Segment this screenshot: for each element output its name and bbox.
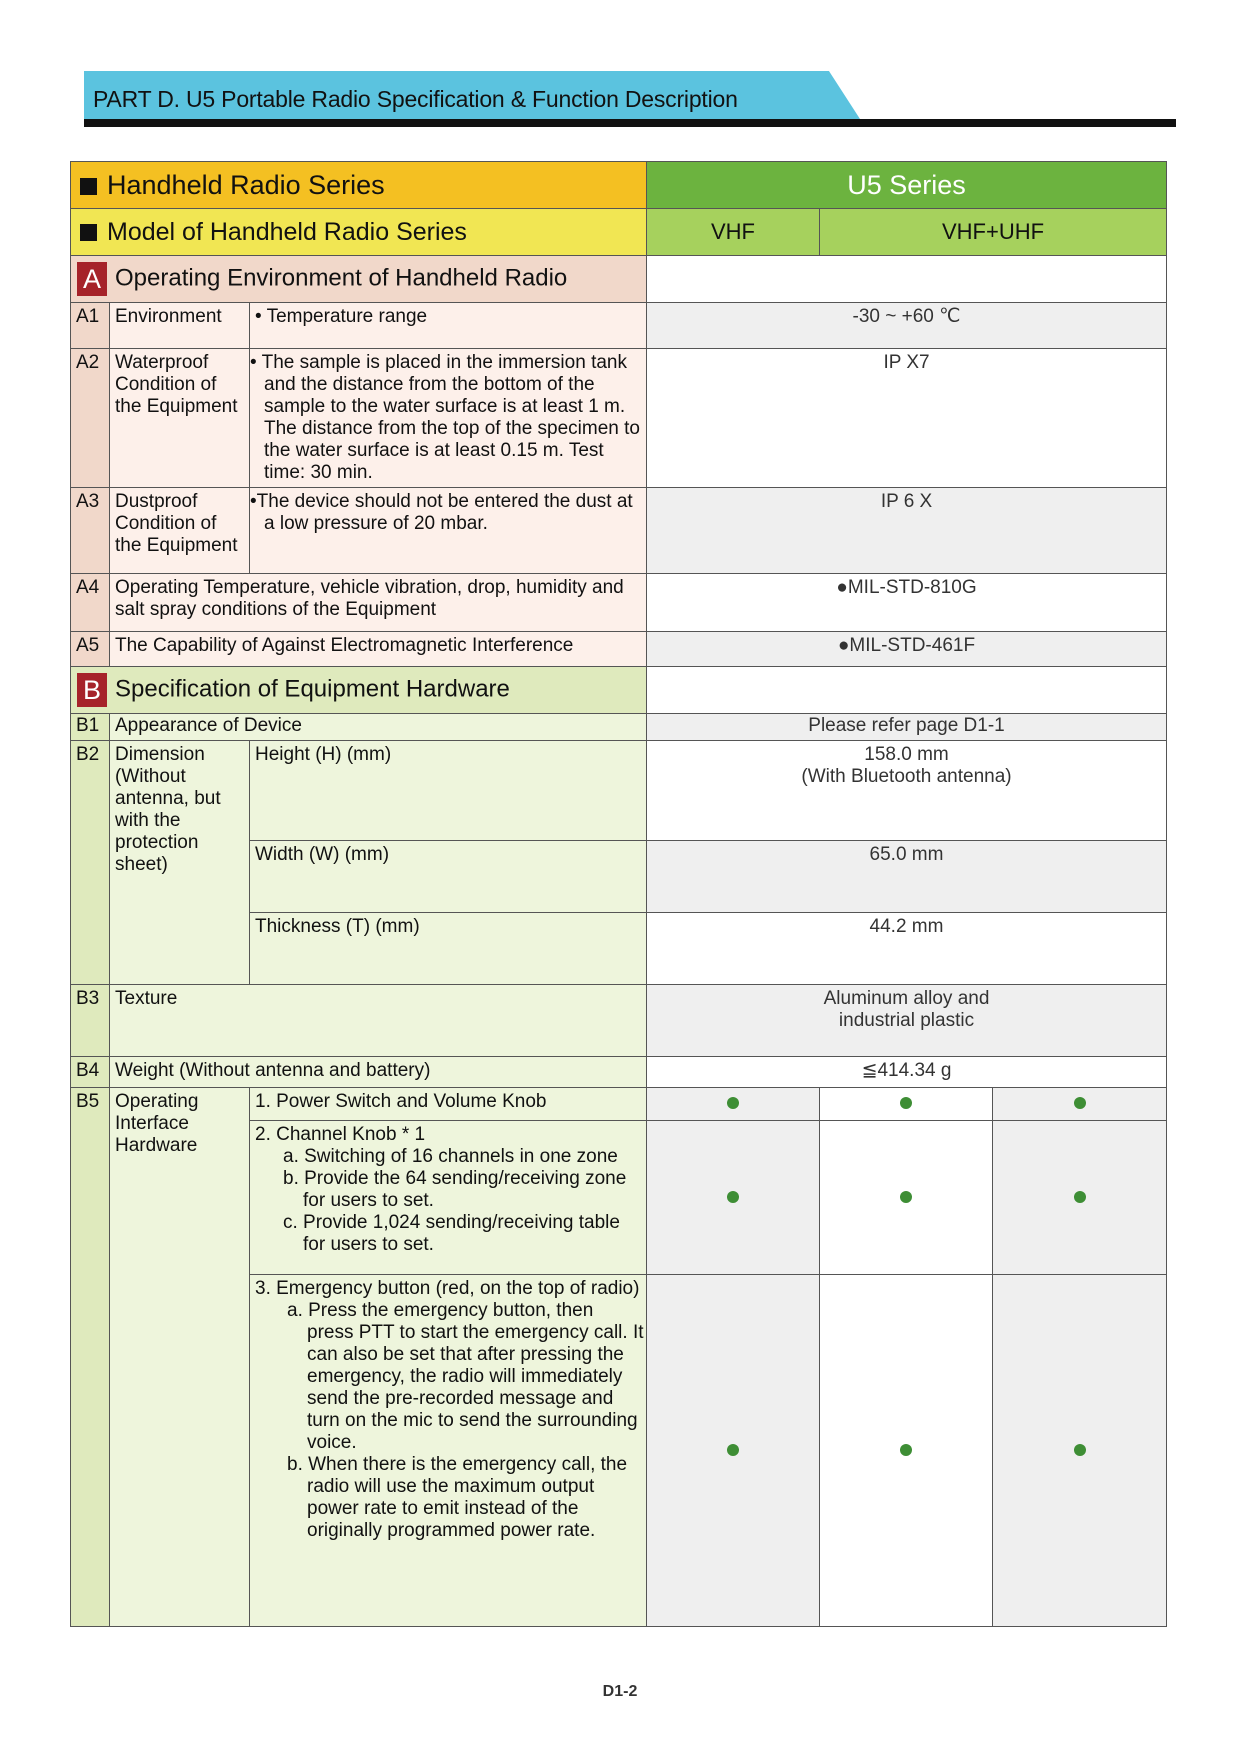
series-label-cell bbox=[71, 162, 647, 209]
row-label: Operating Temperature, vehicle vibration, drop, humidity and salt spray conditions of the Equipment bbox=[110, 574, 647, 632]
dot-cell bbox=[647, 1275, 820, 1627]
height-value-cell bbox=[647, 741, 1167, 841]
dot-icon bbox=[727, 1097, 739, 1109]
row-label: The Capability of Against Electromagnetic Interference bbox=[110, 632, 647, 667]
page-number: D1-2 bbox=[602, 1683, 638, 1700]
row-id: B1 bbox=[71, 714, 110, 741]
height-label: Height (H) (mm) bbox=[250, 741, 647, 841]
dot-cell bbox=[820, 1088, 993, 1121]
row-desc: • Temperature range bbox=[250, 303, 647, 349]
row-label: Dustproof Condition of the Equipment bbox=[110, 488, 250, 574]
thickness-label: Thickness (T) (mm) bbox=[250, 913, 647, 985]
row-id: A5 bbox=[71, 632, 110, 667]
section-a-blank bbox=[647, 256, 1167, 303]
spec-table bbox=[70, 161, 1167, 1627]
row-value: ●MIL-STD-810G bbox=[647, 574, 1167, 632]
model-label-cell bbox=[71, 209, 647, 256]
dot-cell bbox=[993, 1121, 1167, 1275]
row-value: ●MIL-STD-461F bbox=[647, 632, 1167, 667]
row-label: Environment bbox=[110, 303, 250, 349]
row-desc: •The device should not be entered the dust at a low pressure of 20 mbar. bbox=[250, 488, 647, 574]
width-label: Width (W) (mm) bbox=[250, 841, 647, 913]
page-title: PART D. U5 Portable Radio Specification & Function Description bbox=[93, 86, 738, 112]
dot-icon bbox=[1074, 1097, 1086, 1109]
series-label: Handheld Radio Series bbox=[107, 170, 385, 200]
square-bullet-icon bbox=[80, 224, 97, 241]
item3b-text: b. When there is the emergency call, the radio will use the maximum output power rate to emit instead of the originally programmed power rate. bbox=[287, 1454, 628, 1541]
row-label: Operating Interface Hardware bbox=[110, 1088, 250, 1627]
row-id: A3 bbox=[71, 488, 110, 574]
section-a-badge: A bbox=[77, 262, 107, 296]
section-a-header bbox=[71, 256, 647, 303]
dot-cell bbox=[993, 1275, 1167, 1627]
row-label: Dimension (Without antenna, but with the protection sheet) bbox=[110, 741, 250, 985]
model-label: Model of Handheld Radio Series bbox=[107, 218, 467, 246]
height-note: (With Bluetooth antenna) bbox=[801, 766, 1012, 787]
row-id: B4 bbox=[71, 1057, 110, 1088]
dot-icon bbox=[900, 1444, 912, 1456]
series-value: U5 Series bbox=[647, 162, 1167, 209]
header-rule bbox=[84, 119, 1176, 127]
item3-text: 3. Emergency button (red, on the top of radio) bbox=[255, 1278, 640, 1299]
item2-cell bbox=[250, 1121, 647, 1275]
dot-icon bbox=[1074, 1191, 1086, 1203]
row-label: Appearance of Device bbox=[110, 714, 647, 741]
texture-value-cell bbox=[647, 985, 1167, 1057]
row-desc: • The sample is placed in the immersion tank and the distance from the bottom of the sample to the water surface is at least 1 m. The distance from the top of the specimen to the water surface is at least 0.15 m. Test time: 30 min. bbox=[250, 349, 647, 488]
section-b-header bbox=[71, 667, 647, 714]
row-value: IP 6 X bbox=[647, 488, 1167, 574]
item2c-text: c. Provide 1,024 sending/receiving table for users to set. bbox=[283, 1212, 620, 1255]
item3a-text: a. Press the emergency button, then press PTT to start the emergency call. It can also be set that after pressing the emergency, the radio will immediately send the pre-recorded message and turn on the mic to send the surrounding voice. bbox=[287, 1300, 644, 1453]
row-id: B2 bbox=[71, 741, 110, 985]
dot-icon bbox=[1074, 1444, 1086, 1456]
row-label: Waterproof Condition of the Equipment bbox=[110, 349, 250, 488]
dot-cell bbox=[647, 1088, 820, 1121]
section-b-title: Specification of Equipment Hardware bbox=[115, 675, 510, 703]
row-id: A1 bbox=[71, 303, 110, 349]
row-label: Weight (Without antenna and battery) bbox=[110, 1057, 647, 1088]
dot-icon bbox=[900, 1191, 912, 1203]
section-b-blank bbox=[647, 667, 1167, 714]
row-value: ≦414.34 g bbox=[647, 1057, 1167, 1088]
height-value: 158.0 mm bbox=[864, 744, 949, 765]
model-vhf: VHF bbox=[647, 209, 820, 256]
row-label: Texture bbox=[110, 985, 647, 1057]
row-id: B5 bbox=[71, 1088, 110, 1627]
texture-value-line1: Aluminum alloy and bbox=[823, 988, 990, 1009]
dot-cell bbox=[647, 1121, 820, 1275]
item2a-text: a. Switching of 16 channels in one zone bbox=[283, 1146, 618, 1167]
thickness-value: 44.2 mm bbox=[647, 913, 1167, 985]
section-b-badge: B bbox=[77, 673, 107, 707]
square-bullet-icon bbox=[80, 178, 97, 195]
row-value: Please refer page D1-1 bbox=[647, 714, 1167, 741]
model-vhf-uhf: VHF+UHF bbox=[820, 209, 1167, 256]
row-id: B3 bbox=[71, 985, 110, 1057]
dot-cell bbox=[820, 1275, 993, 1627]
width-value: 65.0 mm bbox=[647, 841, 1167, 913]
texture-value-line2: industrial plastic bbox=[838, 1010, 975, 1031]
row-id: A2 bbox=[71, 349, 110, 488]
item2b-text: b. Provide the 64 sending/receiving zone for users to set. bbox=[283, 1168, 627, 1211]
dot-cell bbox=[993, 1088, 1167, 1121]
dot-cell bbox=[820, 1121, 993, 1275]
row-value: -30 ~ +60 ℃ bbox=[647, 303, 1167, 349]
dot-icon bbox=[727, 1444, 739, 1456]
item3-cell bbox=[250, 1275, 647, 1627]
item1-text: 1. Power Switch and Volume Knob bbox=[250, 1088, 647, 1121]
dot-icon bbox=[900, 1097, 912, 1109]
item2-text: 2. Channel Knob * 1 bbox=[255, 1124, 426, 1145]
dot-icon bbox=[727, 1191, 739, 1203]
section-a-title: Operating Environment of Handheld Radio bbox=[115, 264, 568, 292]
row-id: A4 bbox=[71, 574, 110, 632]
row-value: IP X7 bbox=[647, 349, 1167, 488]
